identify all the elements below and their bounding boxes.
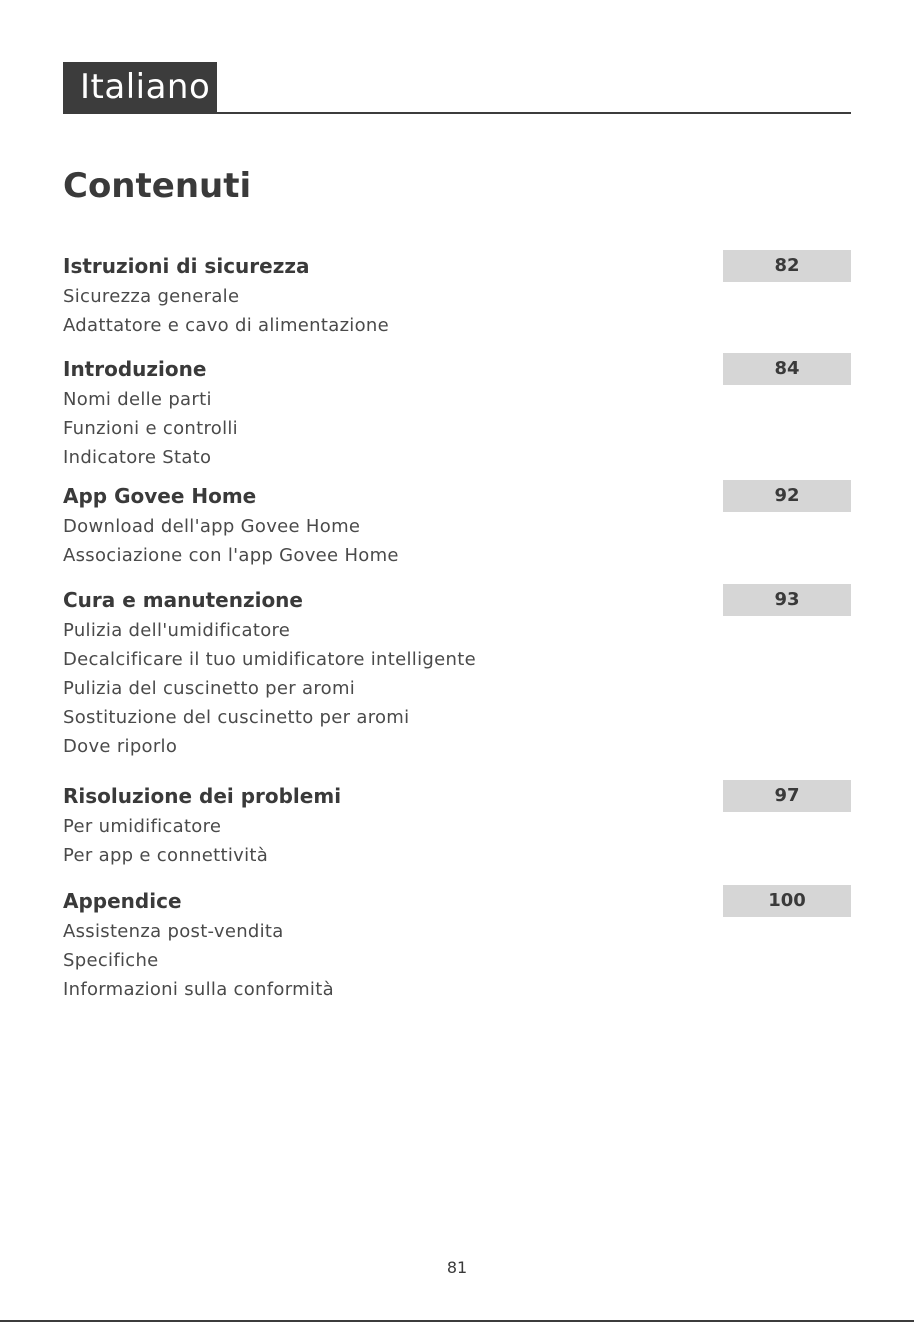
toc-sub-item[interactable]: Decalcificare il tuo umidificatore intelligente xyxy=(63,649,476,670)
toc-section-care xyxy=(63,584,851,761)
toc-page-badge[interactable]: 82 xyxy=(723,250,851,282)
bottom-divider xyxy=(0,1320,914,1322)
toc-sub-item[interactable]: Nomi delle parti xyxy=(63,389,212,410)
toc-page-badge[interactable]: 84 xyxy=(723,353,851,385)
toc-sub-item[interactable]: Per umidificatore xyxy=(63,816,222,837)
toc-sub-item[interactable]: Pulizia del cuscinetto per aromi xyxy=(63,678,356,699)
toc-sub-item[interactable]: Download dell'app Govee Home xyxy=(63,516,361,537)
toc-page-badge[interactable]: 97 xyxy=(723,780,851,812)
toc-sub-item[interactable]: Funzioni e controlli xyxy=(63,418,238,439)
toc-section-title[interactable]: Introduzione xyxy=(63,357,207,381)
toc-sub-item[interactable]: Adattatore e cavo di alimentazione xyxy=(63,315,390,336)
toc-page-badge[interactable]: 92 xyxy=(723,480,851,512)
toc-sub-item[interactable]: Informazioni sulla conformità xyxy=(63,979,334,1000)
toc-section-title[interactable]: Cura e manutenzione xyxy=(63,588,303,612)
toc-page-badge[interactable]: 93 xyxy=(723,584,851,616)
toc-section-title[interactable]: App Govee Home xyxy=(63,484,257,508)
toc-section-safety xyxy=(63,250,851,340)
header-divider xyxy=(63,112,851,114)
language-header xyxy=(63,62,851,114)
toc-sub-item[interactable]: Specifiche xyxy=(63,950,159,971)
language-tab: Italiano xyxy=(63,62,217,113)
toc-sub-item[interactable]: Dove riporlo xyxy=(63,736,178,757)
page-title: Contenuti xyxy=(63,166,252,206)
toc-sub-item[interactable]: Sostituzione del cuscinetto per aromi xyxy=(63,707,410,728)
toc-sub-item[interactable]: Indicatore Stato xyxy=(63,447,212,468)
toc-sub-item[interactable]: Per app e connettività xyxy=(63,845,269,866)
toc-page-badge[interactable]: 100 xyxy=(723,885,851,917)
toc-sub-item[interactable]: Associazione con l'app Govee Home xyxy=(63,545,399,566)
toc-section-title[interactable]: Appendice xyxy=(63,889,182,913)
toc-sub-item[interactable]: Assistenza post-vendita xyxy=(63,921,284,942)
toc-section-app xyxy=(63,480,851,570)
toc-sub-item[interactable]: Sicurezza generale xyxy=(63,286,240,307)
toc-section-introduction xyxy=(63,353,851,472)
page-number: 81 xyxy=(446,1258,468,1277)
toc-sub-item[interactable]: Pulizia dell'umidificatore xyxy=(63,620,291,641)
toc-section-troubleshooting xyxy=(63,780,851,870)
toc-section-title[interactable]: Risoluzione dei problemi xyxy=(63,784,342,808)
toc-section-title[interactable]: Istruzioni di sicurezza xyxy=(63,254,310,278)
toc-section-appendix xyxy=(63,885,851,1004)
